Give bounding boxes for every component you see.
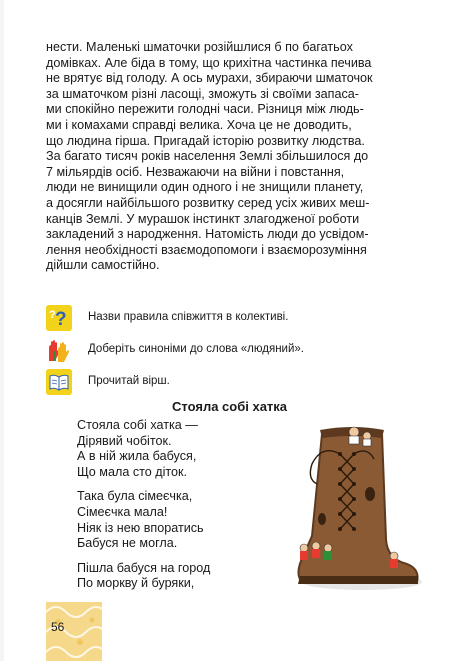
poem-line: Пішла бабуся на город bbox=[77, 560, 211, 575]
poem-line: Що мала сто діток. bbox=[77, 464, 188, 479]
paragraph-line: лення необхідності взаємодопомоги і взаєморозуміння bbox=[46, 242, 367, 257]
paragraph-line: за шматочком різні ласощі, зможуть зі своїми запаса- bbox=[46, 86, 359, 101]
poem bbox=[77, 418, 277, 601]
boot-illustration bbox=[282, 424, 422, 594]
paragraph-line: що людина гірша. Пригадай історію розвитку людства. bbox=[46, 133, 365, 148]
paragraph-line: За багато тисяч років населення Землі збільшилося до bbox=[46, 149, 369, 164]
paragraph-line: не врятує від голоду. А ось мурахи, збираючи шматочок bbox=[46, 71, 373, 86]
poem-title: Стояла собі хатка bbox=[172, 399, 288, 414]
paragraph-line: домівках. Але біда в тому, що крихітна частинка печива bbox=[46, 55, 372, 70]
main-paragraph bbox=[46, 40, 428, 274]
paragraph-line: ми спокійно пережити голодні часи. Різниця між людь- bbox=[46, 102, 364, 117]
poem-line: Дірявий чобіток. bbox=[77, 433, 172, 448]
poem-line: Стояла собі хатка — bbox=[77, 418, 198, 432]
paragraph-line: дійшли самостійно. bbox=[46, 258, 160, 273]
question-icon bbox=[46, 305, 72, 331]
page-number: 56 bbox=[51, 620, 65, 634]
paragraph-line: нести. Маленькі шматочки розійшлися б по багатьох bbox=[46, 40, 353, 54]
paragraph-line: люди не винищили один одного і не знищили планету, bbox=[46, 180, 364, 195]
paragraph-line: закладений з народження. Натомість люди до усвідом- bbox=[46, 227, 369, 242]
svg-text:?: ? bbox=[49, 309, 56, 321]
poem-line: Така була сімеєчка, bbox=[77, 489, 193, 504]
book-icon bbox=[46, 369, 72, 395]
poem-line: Ніяк із нею впоратись bbox=[77, 520, 204, 535]
svg-text:?: ? bbox=[55, 309, 67, 330]
task-text: Назви правила співжиття в колективі. bbox=[88, 311, 289, 323]
task-item bbox=[46, 305, 436, 331]
task-item bbox=[46, 337, 436, 363]
paragraph-line: 7 мільярдів осіб. Незважаючи на війни і повстання, bbox=[46, 164, 345, 179]
page-edge bbox=[0, 0, 4, 661]
poem-stanza bbox=[77, 418, 277, 480]
poem-stanza bbox=[77, 561, 277, 592]
task-item bbox=[46, 369, 436, 395]
poem-line: По моркву й буряки, bbox=[77, 576, 195, 591]
hands-icon bbox=[46, 337, 72, 363]
poem-line: Сімеєчка мала! bbox=[77, 504, 168, 519]
paragraph-line: а досягли найбільшого розвитку серед усіх живих меш- bbox=[46, 195, 370, 210]
paragraph-line: ми і комахами справді велика. Хоча це не доводить, bbox=[46, 117, 352, 132]
poem-stanza bbox=[77, 489, 277, 551]
poem-line: А в ній жила бабуся, bbox=[77, 449, 197, 464]
task-text: Прочитай вірш. bbox=[88, 375, 170, 387]
task-text: Доберіть синоніми до слова «людяний». bbox=[88, 343, 304, 355]
poem-line: Бабуся не могла. bbox=[77, 536, 178, 551]
paragraph-line: канців Землі. У мурашок інстинкт злагодженої роботи bbox=[46, 211, 360, 226]
